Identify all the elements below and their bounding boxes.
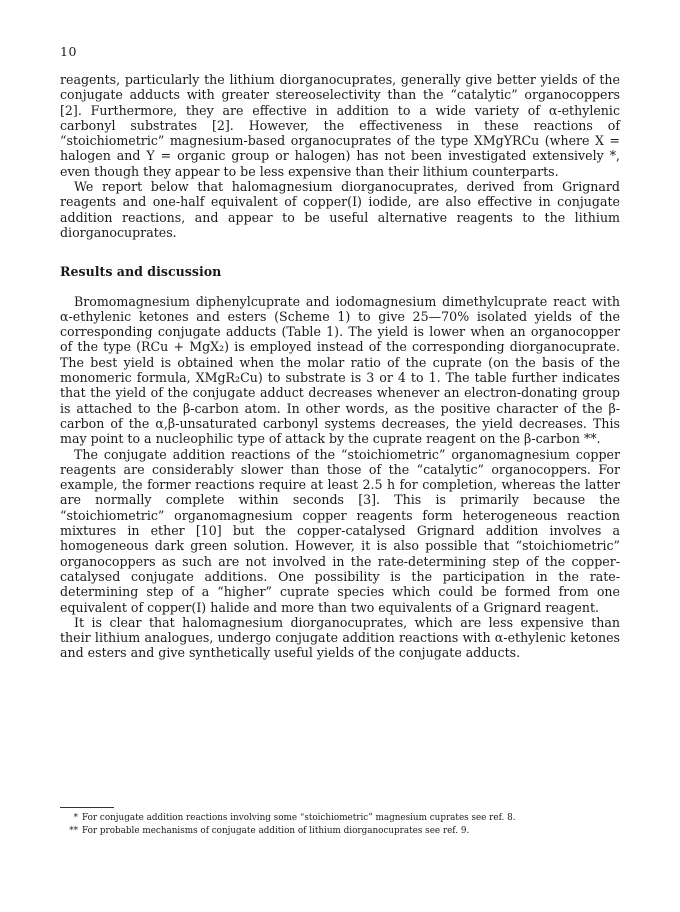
footnote bbox=[60, 825, 620, 838]
footnotes bbox=[60, 812, 620, 837]
paragraph-results-2: The conjugate addition reactions of the “stoichiometric” organomagnesium copper reagents are considerably slower than those of the “catalytic” organocoppers. For example, the former reactions require at least 2.5 h for completion, whereas the latter are normally complete within seconds [3]. This is primarily because the “stoichiometric” organomagnesium copper reagents form heterogeneous reaction mixtures in ether [10] but the copper-catalysed Grignard addition involves a homogeneous dark green solution. However, it is also possible that “stoichiometric” organocoppers as such are not involved in the rate-determining step of the copper-catalysed conjugate additions. One possibility is the participation in the rate-determining step of a “higher” cuprate species which could be formed from one equivalent of copper(I) halide and more than two equivalents of a Grignard reagent. bbox=[60, 446, 620, 615]
footnote-mark: * bbox=[73, 813, 78, 823]
paragraph-results-3: It is clear that halomagnesium diorganocuprates, which are less expensive than their lithium analogues, undergo conjugate addition reactions with α-ethylenic ketones and esters and give synthetically useful yields of the conjugate adducts. bbox=[60, 614, 620, 661]
footnote-text: For probable mechanisms of conjugate addition of lithium diorganocuprates see ref. 9. bbox=[82, 825, 470, 836]
paragraph-intro-continued: reagents, particularly the lithium diorganocuprates, generally give better yields of the conjugate adducts with greater stereoselectivity than the “catalytic” organocoppers [2]. Furthermore, they are effective in addition to a wide variety of α-ethylenic carbonyl substrates [2]. However, the effectiveness in these reactions of “stoichiometric” magnesium-based organocuprates of the type XMgYRCu (where X = halogen and Y = organic group or halogen) has not been investigated extensively *, even though they appear to be less expensive than their lithium counterparts. bbox=[60, 72, 620, 179]
footnote bbox=[60, 812, 620, 825]
paragraph-report: We report below that halomagnesium diorganocuprates, derived from Grignard reagents and one-half equivalent of copper(I) iodide, are also effective in conjugate addition reactions, and appear to be useful alternative reagents to the lithium diorganocuprates. bbox=[60, 179, 620, 240]
footnote-divider bbox=[60, 807, 114, 808]
section-heading: Results and discussion bbox=[60, 264, 222, 280]
paragraph-results-1: Bromomagnesium diphenylcuprate and iodomagnesium dimethylcuprate react with α-ethylenic ketones and esters (Scheme 1) to give 25—70% isolated yields of the corresponding conjugate adducts (Table 1). The yield is lower when an organocopper of the type (RCu + MgX₂) is employed instead of the corresponding diorganocuprate. The best yield is obtained when the molar ratio of the cuprate (on the basis of the monomeric formula, XMgR₂Cu) to substrate is 3 or 4 to 1. The table further indicates that the yield of the conjugate adduct decreases whenever an electron-donating group is attached to the β-carbon atom. In other words, as the positive character of the β-carbon of the α,β-unsaturated carbonyl systems decreases, the yield decreases. This may point to a nucleophilic type of attack by the cuprate reagent on the β-carbon **. bbox=[60, 293, 620, 447]
body-text bbox=[60, 72, 620, 661]
footnote-text: For conjugate addition reactions involving some “stoichiometric” magnesium cuprates see ref. 8. bbox=[82, 813, 516, 823]
footnote-mark: ** bbox=[69, 825, 78, 836]
page-number: 10 bbox=[60, 44, 77, 59]
